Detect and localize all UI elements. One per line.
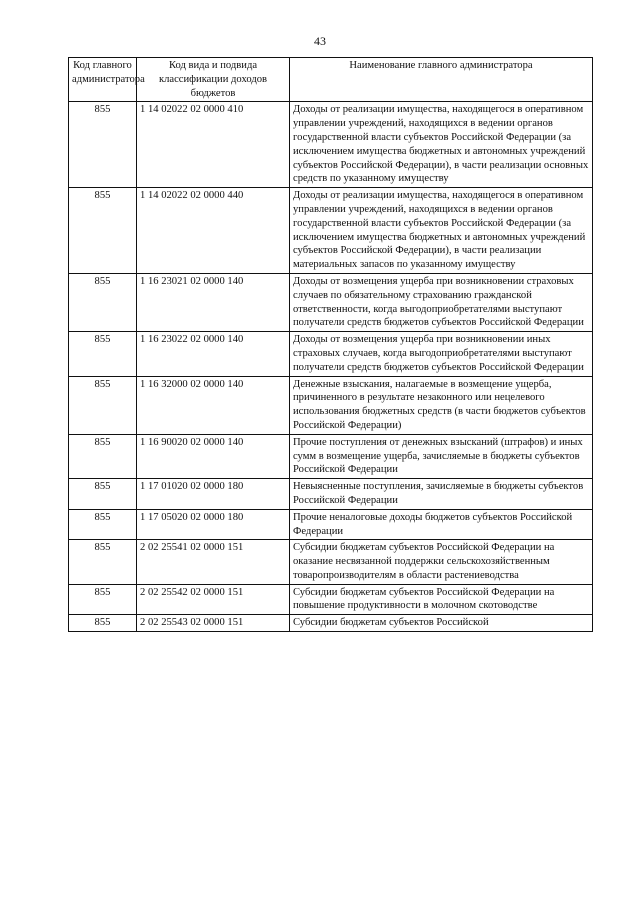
admin-name-cell: Прочие неналоговые доходы бюджетов субъектов Российской Федерации [290,509,593,540]
admin-code-cell: 855 [69,434,137,478]
admin-name-cell: Субсидии бюджетам субъектов Российской [290,615,593,632]
admin-code-cell: 855 [69,509,137,540]
income-code-cell: 1 16 23022 02 0000 140 [137,332,290,376]
header-admin-name: Наименование главного администратора [290,58,593,102]
admin-name-cell: Невыясненные поступления, зачисляемые в бюджеты субъектов Российской Федерации [290,479,593,510]
header-income-code: Код вида и подвида классификации доходов бюджетов [137,58,290,102]
table-header-row [69,58,593,102]
income-code-cell: 2 02 25543 02 0000 151 [137,615,290,632]
income-code-cell: 1 16 90020 02 0000 140 [137,434,290,478]
income-code-cell: 1 14 02022 02 0000 440 [137,188,290,274]
admin-code-cell: 855 [69,376,137,434]
table-row [69,584,593,615]
table-row [69,332,593,376]
income-code-cell: 1 17 01020 02 0000 180 [137,479,290,510]
income-code-cell: 1 16 32000 02 0000 140 [137,376,290,434]
table-row [69,479,593,510]
income-code-cell: 1 17 05020 02 0000 180 [137,509,290,540]
table-row [69,273,593,331]
admin-code-cell: 855 [69,273,137,331]
admin-code-cell: 855 [69,188,137,274]
income-code-cell: 2 02 25541 02 0000 151 [137,540,290,584]
admin-code-cell: 855 [69,102,137,188]
admin-name-cell: Денежные взыскания, налагаемые в возмещение ущерба, причиненного в результате незаконного или нецелевого использования бюджетных средств (в части бюджетов субъектов Российской Федерации) [290,376,593,434]
admin-code-cell: 855 [69,540,137,584]
income-classification-table [68,57,593,632]
admin-name-cell: Доходы от реализации имущества, находящегося в оперативном управлении учреждений, находящихся в ведении органов государственной власти субъектов Российской Федерации (за исключением имущества бюджетных и автономных учреждений субъектов Российской Федерации), в части реализации основных средств по указанному имуществу [290,102,593,188]
admin-name-cell: Доходы от реализации имущества, находящегося в оперативном управлении учреждений, находящихся в ведении органов государственной власти субъектов Российской Федерации (за исключением имущества бюджетных и автономных учреждений субъектов Российской Федерации), в части реализации материальных запасов по указанному имуществу [290,188,593,274]
admin-name-cell: Доходы от возмещения ущерба при возникновении страховых случаев по обязательному страхованию гражданской ответственности, когда выгодоприобретателями выступают получатели средств бюджетов субъектов Российской Федерации [290,273,593,331]
admin-name-cell: Субсидии бюджетам субъектов Российской Федерации на повышение продуктивности в молочном скотоводстве [290,584,593,615]
table-row [69,509,593,540]
admin-name-cell: Прочие поступления от денежных взысканий (штрафов) и иных сумм в возмещение ущерба, зачисляемые в бюджеты субъектов Российской Федерации [290,434,593,478]
income-code-cell: 2 02 25542 02 0000 151 [137,584,290,615]
table-row [69,188,593,274]
table-row [69,540,593,584]
admin-code-cell: 855 [69,332,137,376]
table-row [69,102,593,188]
admin-code-cell: 855 [69,615,137,632]
table-row [69,615,593,632]
table-row [69,376,593,434]
header-admin-code: Код главного администратора [69,58,137,102]
table-row [69,434,593,478]
page-number: 43 [314,34,326,48]
income-code-cell: 1 16 23021 02 0000 140 [137,273,290,331]
admin-name-cell: Доходы от возмещения ущерба при возникновении иных страховых случаев, когда выгодоприобретателями выступают получатели средств бюджетов субъектов Российской Федерации [290,332,593,376]
admin-name-cell: Субсидии бюджетам субъектов Российской Федерации на оказание несвязанной поддержки сельскохозяйственным товаропроизводителям в области растениеводства [290,540,593,584]
admin-code-cell: 855 [69,584,137,615]
income-code-cell: 1 14 02022 02 0000 410 [137,102,290,188]
admin-code-cell: 855 [69,479,137,510]
